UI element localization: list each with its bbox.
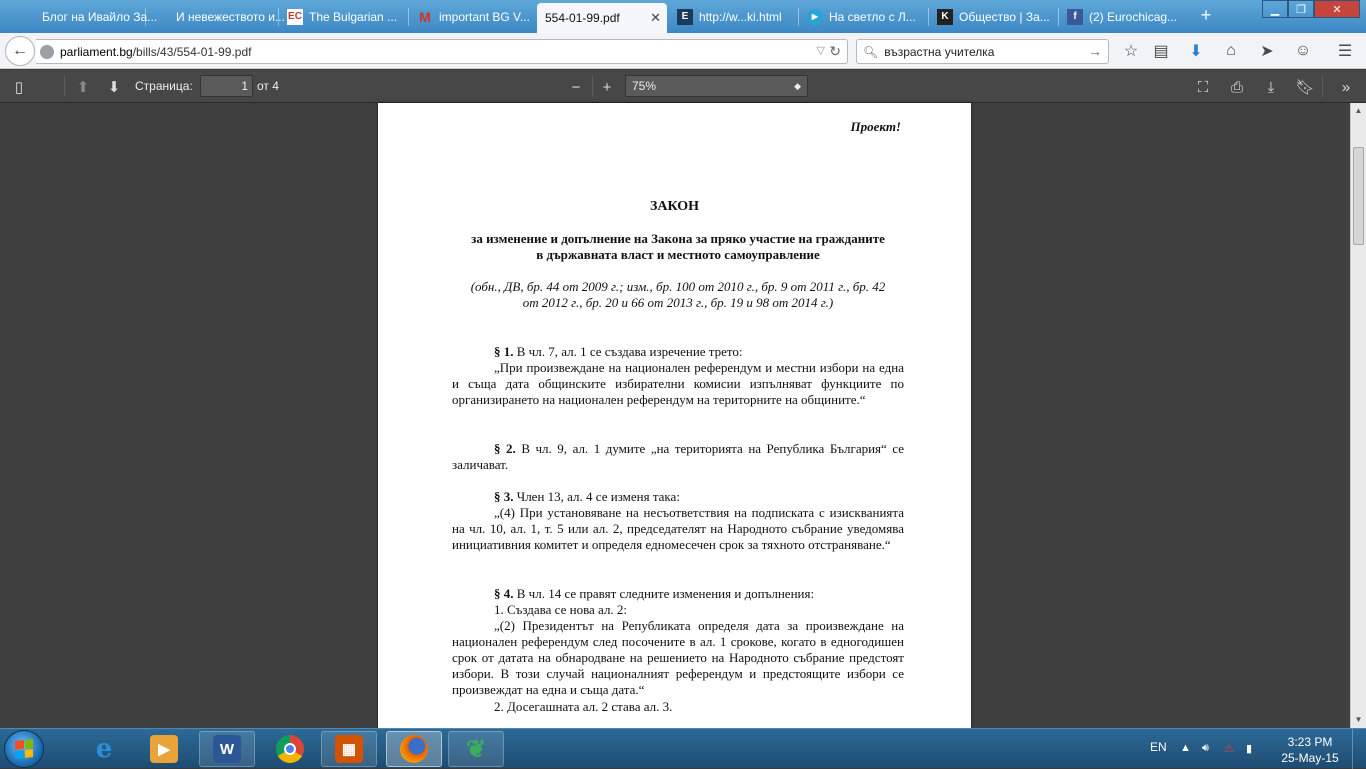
search-go-icon[interactable]: → <box>1088 43 1102 59</box>
clock-time: 3:23 PM <box>1287 735 1333 749</box>
sidebar-toggle-icon[interactable]: ▯ <box>14 79 24 96</box>
tab-facebook[interactable] <box>1059 2 1187 31</box>
signal-icon[interactable]: ▮ <box>1246 743 1253 755</box>
scroll-down-icon[interactable]: ▼ <box>1354 715 1363 724</box>
back-arrow-icon: ← <box>12 42 28 59</box>
bookmark-star-icon[interactable]: ☆ <box>1123 43 1139 60</box>
reading-list-icon[interactable]: ▤ <box>1153 43 1169 60</box>
section-1-body: „При произвеждане на национален референдум и местни избори на една и съща дата общинските избирателни комисии изпълняват функциите по организирането на национален референдум на територните на общините.“ <box>452 360 904 407</box>
section-3-body: „(4) При установяване на несъответствия на подписката с изискванията на чл. 10, ал. 1, т. 5 или ал. 2, председателят на Народното събрание уведомява инициативния комитет и определя едномесечен срок за тяхното отстраняване.“ <box>452 505 904 552</box>
play-icon: ▶ <box>807 9 823 25</box>
tab-label: На светло с Л... <box>829 9 916 24</box>
taskbar <box>0 728 1366 768</box>
toolbar-separator <box>592 76 593 97</box>
tab-label: (2) Eurochicag... <box>1089 9 1178 24</box>
page-number-input[interactable]: 1 <box>200 75 253 97</box>
show-hidden-icons-icon[interactable]: ▲ <box>1180 742 1191 754</box>
search-icon: 🔍︎ <box>863 44 879 59</box>
pdf-toolbar <box>0 70 1366 103</box>
tab-label: The Bulgarian ... <box>309 9 398 24</box>
tab-pdf[interactable] <box>537 3 667 33</box>
restore-button[interactable]: ❐ <box>1288 0 1314 18</box>
zoom-in-icon[interactable]: + <box>602 78 612 96</box>
blog-icon <box>20 9 36 25</box>
k-icon: K <box>937 9 953 25</box>
new-tab-button[interactable]: + <box>1200 5 1212 25</box>
toolbar-separator <box>1322 76 1323 97</box>
taskbar-feather-app[interactable] <box>448 731 504 767</box>
page-count: от 4 <box>257 79 279 93</box>
url-text: parliament.bg/bills/43/554-01-99.pdf <box>60 44 252 59</box>
globe-icon <box>40 45 54 59</box>
home-icon[interactable]: ⌂ <box>1226 42 1236 59</box>
section-4-body: „(2) Президентът на Републиката определя дата за произвеждане на национален референдум след посочените в ал. 1 срокове, когато в едногодишен срок от датата на обнародване на решението на Народното събрание предстоят избори. В този случай националният референдум и предстоящите избори се произвеждат на една и съща дата.“ <box>452 618 904 697</box>
project-label: Проект! <box>850 119 901 134</box>
close-tab-icon[interactable]: ✕ <box>650 10 661 25</box>
bookmark-icon[interactable]: 🔖︎ <box>1295 79 1315 96</box>
taskbar-chrome[interactable] <box>262 731 318 767</box>
firefox-icon <box>400 735 428 763</box>
taskbar-firefox[interactable] <box>386 731 442 767</box>
taskbar-media-player[interactable] <box>136 731 192 767</box>
section-1-heading: § 1. В чл. 7, ал. 1 се създава изречение трето: <box>494 344 743 359</box>
tools-icon[interactable]: » <box>1341 78 1351 96</box>
windows-logo-icon <box>15 739 33 759</box>
taskbar-word[interactable] <box>199 731 255 767</box>
tab-blog[interactable] <box>12 2 158 31</box>
tab-label: И невежеството и... <box>176 9 285 24</box>
tab-label: Блог на Ивайло За... <box>42 9 158 24</box>
scroll-thumb[interactable] <box>1353 147 1364 245</box>
chrome-icon <box>276 735 304 763</box>
network-warning-icon[interactable]: ⚠ <box>1224 743 1234 755</box>
tab-article[interactable] <box>146 2 285 31</box>
minimize-button[interactable]: ▁ <box>1262 0 1288 18</box>
tab-strip <box>0 0 1366 33</box>
page-label: Страница: <box>135 79 193 93</box>
publication-line1: (обн., ДВ, бр. 44 от 2009 г.; изм., бр. 100 от 2010 г., бр. 9 от 2011 г., бр. 42 <box>470 279 886 294</box>
taskbar-internet-explorer[interactable] <box>76 731 132 767</box>
pdf-viewer[interactable] <box>0 103 1350 728</box>
page-icon <box>154 9 170 25</box>
document-title: ЗАКОН <box>649 199 700 214</box>
e-icon: E <box>677 9 693 25</box>
download-icon[interactable]: ⤓ <box>1267 78 1275 96</box>
menu-icon[interactable]: ☰ <box>1337 43 1353 60</box>
navigation-bar <box>0 33 1366 69</box>
tab-society[interactable] <box>929 2 1057 31</box>
toolbar-separator <box>64 76 65 97</box>
volume-icon[interactable]: 🔊︎ <box>1202 742 1209 754</box>
vertical-scrollbar[interactable] <box>1350 103 1366 728</box>
section-3-heading: § 3. Член 13, ал. 4 се изменя така: <box>494 489 680 504</box>
tab-label: http://w...ki.html <box>699 9 782 24</box>
tab-label: Общество | За... <box>959 9 1050 24</box>
back-button[interactable] <box>5 36 35 66</box>
document-subtitle-line2: в държавната власт и местното самоуправление <box>536 247 820 262</box>
search-bar[interactable] <box>856 39 1109 64</box>
facebook-icon: f <box>1067 9 1083 25</box>
print-icon[interactable]: ⎙ <box>1230 78 1243 96</box>
feather-app-icon: ❦ <box>465 735 487 763</box>
zoom-out-icon[interactable]: − <box>571 78 581 96</box>
tab-html[interactable] <box>669 2 797 31</box>
pdf-page <box>378 103 971 728</box>
reload-icon[interactable]: ↻ <box>829 43 841 59</box>
downloads-icon[interactable]: ⬇ <box>1189 43 1203 60</box>
tab-bulgarian[interactable] <box>279 2 407 31</box>
tab-gmail[interactable] <box>409 2 535 31</box>
start-button[interactable] <box>4 730 44 768</box>
tab-video[interactable] <box>799 2 927 31</box>
publication-line2: от 2012 г., бр. 20 и 66 от 2013 г., бр. 19 и 98 от 2014 г.) <box>522 295 834 310</box>
tab-label: important BG V... <box>439 9 530 24</box>
language-indicator[interactable]: EN <box>1150 740 1167 754</box>
clock-date: 25-May-15 <box>1281 751 1339 765</box>
taskbar-paint[interactable] <box>321 731 377 767</box>
section-2-heading: § 2. В чл. 9, ал. 1 думите „на територията на Република България“ се заличават. <box>452 441 905 472</box>
select-arrows-icon: ◆ <box>794 81 801 91</box>
previous-page-icon[interactable]: ⬆ <box>76 79 90 96</box>
tab-label: 554-01-99.pdf <box>545 11 620 25</box>
zoom-select[interactable] <box>625 75 808 97</box>
zoom-value: 75% <box>632 79 657 93</box>
send-icon[interactable]: ➤ <box>1260 43 1274 60</box>
section-4-heading: § 4. В чл. 14 се правят следните изменения и допълнения: <box>494 586 815 601</box>
paint-icon: ▦ <box>335 735 363 763</box>
chat-icon[interactable]: ☺ <box>1294 42 1312 59</box>
media-player-icon: ▶ <box>150 735 178 763</box>
internet-explorer-icon: e <box>95 734 113 764</box>
address-bar[interactable] <box>36 39 848 64</box>
gmail-icon: M <box>419 8 431 25</box>
close-window-button[interactable]: ✕ <box>1314 0 1360 18</box>
clock[interactable] <box>1280 734 1340 766</box>
ec-icon: EC <box>287 9 303 25</box>
next-page-icon[interactable]: ⬇ <box>107 79 121 96</box>
fullscreen-icon[interactable]: ⛶ <box>1197 78 1209 96</box>
section-4-item1: 1. Създава се нова ал. 2: <box>494 602 628 617</box>
history-dropdown-icon[interactable]: ▽ <box>816 45 825 57</box>
scroll-up-icon[interactable]: ▲ <box>1354 106 1363 115</box>
show-desktop-button[interactable] <box>1352 729 1366 769</box>
search-input[interactable]: възрастна учителка <box>884 44 995 59</box>
section-4-item2: 2. Досегашната ал. 2 става ал. 3. <box>494 699 673 714</box>
word-icon: W <box>213 735 241 763</box>
document-subtitle-line1: за изменение и допълнение на Закона за пряко участие на гражданите <box>471 231 885 246</box>
